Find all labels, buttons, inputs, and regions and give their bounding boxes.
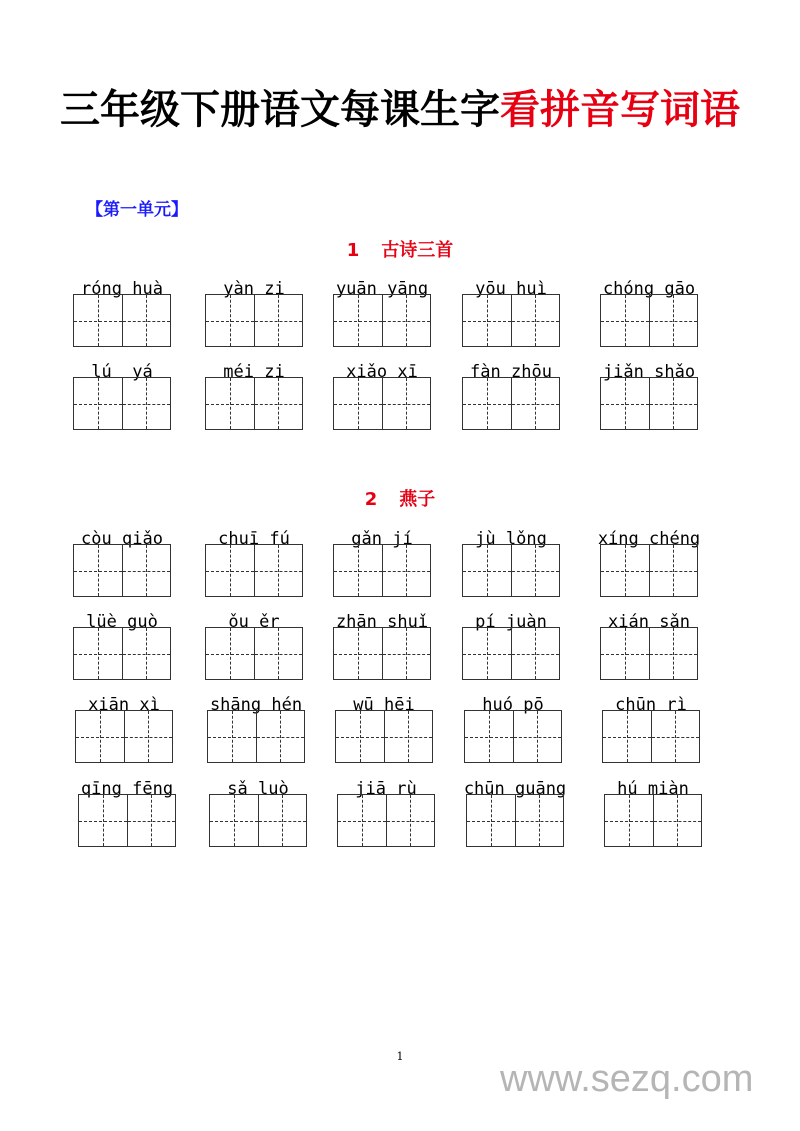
character-square[interactable] [74,378,122,429]
pinyin-label: chūn rì [615,695,687,715]
pinyin-label: sǎ luò [227,779,289,799]
character-square[interactable] [76,711,124,762]
character-square[interactable] [511,628,560,679]
pinyin-label: chóng gāo [602,279,696,299]
character-square[interactable] [463,378,511,429]
pinyin-label: yōu huì [475,279,547,299]
character-square[interactable] [515,795,564,846]
character-square[interactable] [122,628,171,679]
character-square[interactable] [649,295,698,346]
character-square[interactable] [334,545,382,596]
character-square[interactable] [382,545,431,596]
tianzige-writing-box[interactable] [207,710,305,763]
pinyin-label: yàn zi [223,279,285,299]
character-square[interactable] [334,378,382,429]
character-square[interactable] [386,795,435,846]
pinyin-label: xián sǎn [608,612,690,632]
pinyin-label: wū hēi [353,695,415,715]
pinyin-label: gǎn jí [351,529,413,549]
tianzige-writing-box[interactable] [73,544,171,597]
pinyin-label: lüè guò [86,612,158,632]
tianzige-writing-box[interactable] [73,377,171,430]
character-square[interactable] [511,295,560,346]
character-square[interactable] [334,295,382,346]
character-square[interactable] [74,545,122,596]
tianzige-writing-box[interactable] [466,794,564,847]
character-square[interactable] [122,378,171,429]
character-square[interactable] [649,378,698,429]
character-square[interactable] [336,711,384,762]
character-square[interactable] [210,795,258,846]
unit-label: 【第一单元】 [86,200,188,220]
tianzige-writing-box[interactable] [205,544,303,597]
lesson-heading-1 [0,236,800,262]
tianzige-writing-box[interactable] [333,544,431,597]
character-square[interactable] [256,711,305,762]
character-square[interactable] [384,711,433,762]
pinyin-label: hú miàn [617,779,689,799]
tianzige-writing-box[interactable] [75,710,173,763]
lesson-heading-2 [0,485,800,511]
pinyin-label: pí juàn [475,612,547,632]
tianzige-writing-box[interactable] [462,627,560,680]
character-square[interactable] [258,795,307,846]
character-square[interactable] [206,378,254,429]
pinyin-label: chūn guāng [463,779,567,799]
pinyin-label: xiān xì [88,695,160,715]
pinyin-label: còu qiǎo [81,529,163,549]
pinyin-label: jiǎn shǎo [602,362,696,382]
tianzige-writing-box[interactable] [73,294,171,347]
tianzige-writing-box[interactable] [604,794,702,847]
lesson-name: 古诗三首 [381,240,454,261]
character-square[interactable] [382,295,431,346]
character-square[interactable] [601,628,649,679]
tianzige-writing-box[interactable] [333,377,431,430]
character-square[interactable] [254,378,303,429]
character-square[interactable] [603,711,651,762]
character-square[interactable] [601,295,649,346]
pinyin-label: xiǎo xī [346,362,418,382]
character-square[interactable] [463,545,511,596]
character-square[interactable] [651,711,700,762]
character-square[interactable] [463,628,511,679]
title-black: 三年级下册语文每课生字 [60,86,500,133]
pinyin-label: jiā rù [355,779,417,799]
tianzige-writing-box[interactable] [78,794,176,847]
lesson-number: 1 [346,240,360,261]
tianzige-writing-box[interactable] [462,377,560,430]
character-square[interactable] [124,711,173,762]
character-square[interactable] [206,295,254,346]
tianzige-writing-box[interactable] [600,377,698,430]
tianzige-writing-box[interactable] [73,627,171,680]
lesson-name: 燕子 [399,489,436,510]
pinyin-label: fàn zhōu [470,362,552,382]
tianzige-writing-box[interactable] [337,794,435,847]
title-red: 看拼音写词语 [500,86,740,133]
character-square[interactable] [511,378,560,429]
character-square[interactable] [206,545,254,596]
character-square[interactable] [338,795,386,846]
character-square[interactable] [254,295,303,346]
character-square[interactable] [382,378,431,429]
character-square[interactable] [605,795,653,846]
pinyin-label: shāng hén [209,695,303,715]
character-square[interactable] [601,378,649,429]
character-square[interactable] [79,795,127,846]
character-square[interactable] [208,711,256,762]
word-row [0,279,800,359]
character-square[interactable] [601,545,649,596]
tianzige-writing-box[interactable] [464,710,562,763]
character-square[interactable] [74,628,122,679]
character-square[interactable] [513,711,562,762]
tianzige-writing-box[interactable] [205,377,303,430]
character-square[interactable] [127,795,176,846]
pinyin-label: qīng fēng [80,779,174,799]
pinyin-label: lú yá [91,362,153,382]
character-square[interactable] [254,545,303,596]
character-square[interactable] [465,711,513,762]
page-number: 1 [396,1050,404,1063]
tianzige-writing-box[interactable] [333,294,431,347]
pinyin-label: jù lǒng [475,529,547,549]
character-square[interactable] [74,295,122,346]
tianzige-writing-box[interactable] [205,294,303,347]
character-square[interactable] [122,295,171,346]
pinyin-label: xíng chéng [597,529,701,549]
character-square[interactable] [467,795,515,846]
tianzige-writing-box[interactable] [602,710,700,763]
word-row [0,612,800,692]
word-row [0,695,800,775]
tianzige-writing-box[interactable] [462,294,560,347]
character-square[interactable] [649,545,698,596]
tianzige-writing-box[interactable] [333,627,431,680]
tianzige-writing-box[interactable] [205,627,303,680]
character-square[interactable] [206,628,254,679]
word-row [0,362,800,442]
word-row [0,529,800,609]
pinyin-label: méi zi [223,362,285,382]
tianzige-writing-box[interactable] [462,544,560,597]
character-square[interactable] [254,628,303,679]
tianzige-writing-box[interactable] [600,544,698,597]
tianzige-writing-box[interactable] [600,627,698,680]
page-title [0,78,800,135]
tianzige-writing-box[interactable] [600,294,698,347]
tianzige-writing-box[interactable] [335,710,433,763]
character-square[interactable] [382,628,431,679]
watermark: www.sezq.com [500,1058,754,1100]
word-row [0,779,800,859]
pinyin-label: yuān yāng [335,279,429,299]
character-square[interactable] [649,628,698,679]
pinyin-label: ǒu ěr [228,612,280,632]
pinyin-label: róng huà [81,279,163,299]
character-square[interactable] [653,795,702,846]
character-square[interactable] [334,628,382,679]
lesson-number: 2 [364,489,378,510]
pinyin-label: zhān shuǐ [335,612,429,632]
character-square[interactable] [511,545,560,596]
pinyin-label: huó pō [482,695,544,715]
character-square[interactable] [463,295,511,346]
pinyin-label: chuī fú [218,529,290,549]
character-square[interactable] [122,545,171,596]
tianzige-writing-box[interactable] [209,794,307,847]
